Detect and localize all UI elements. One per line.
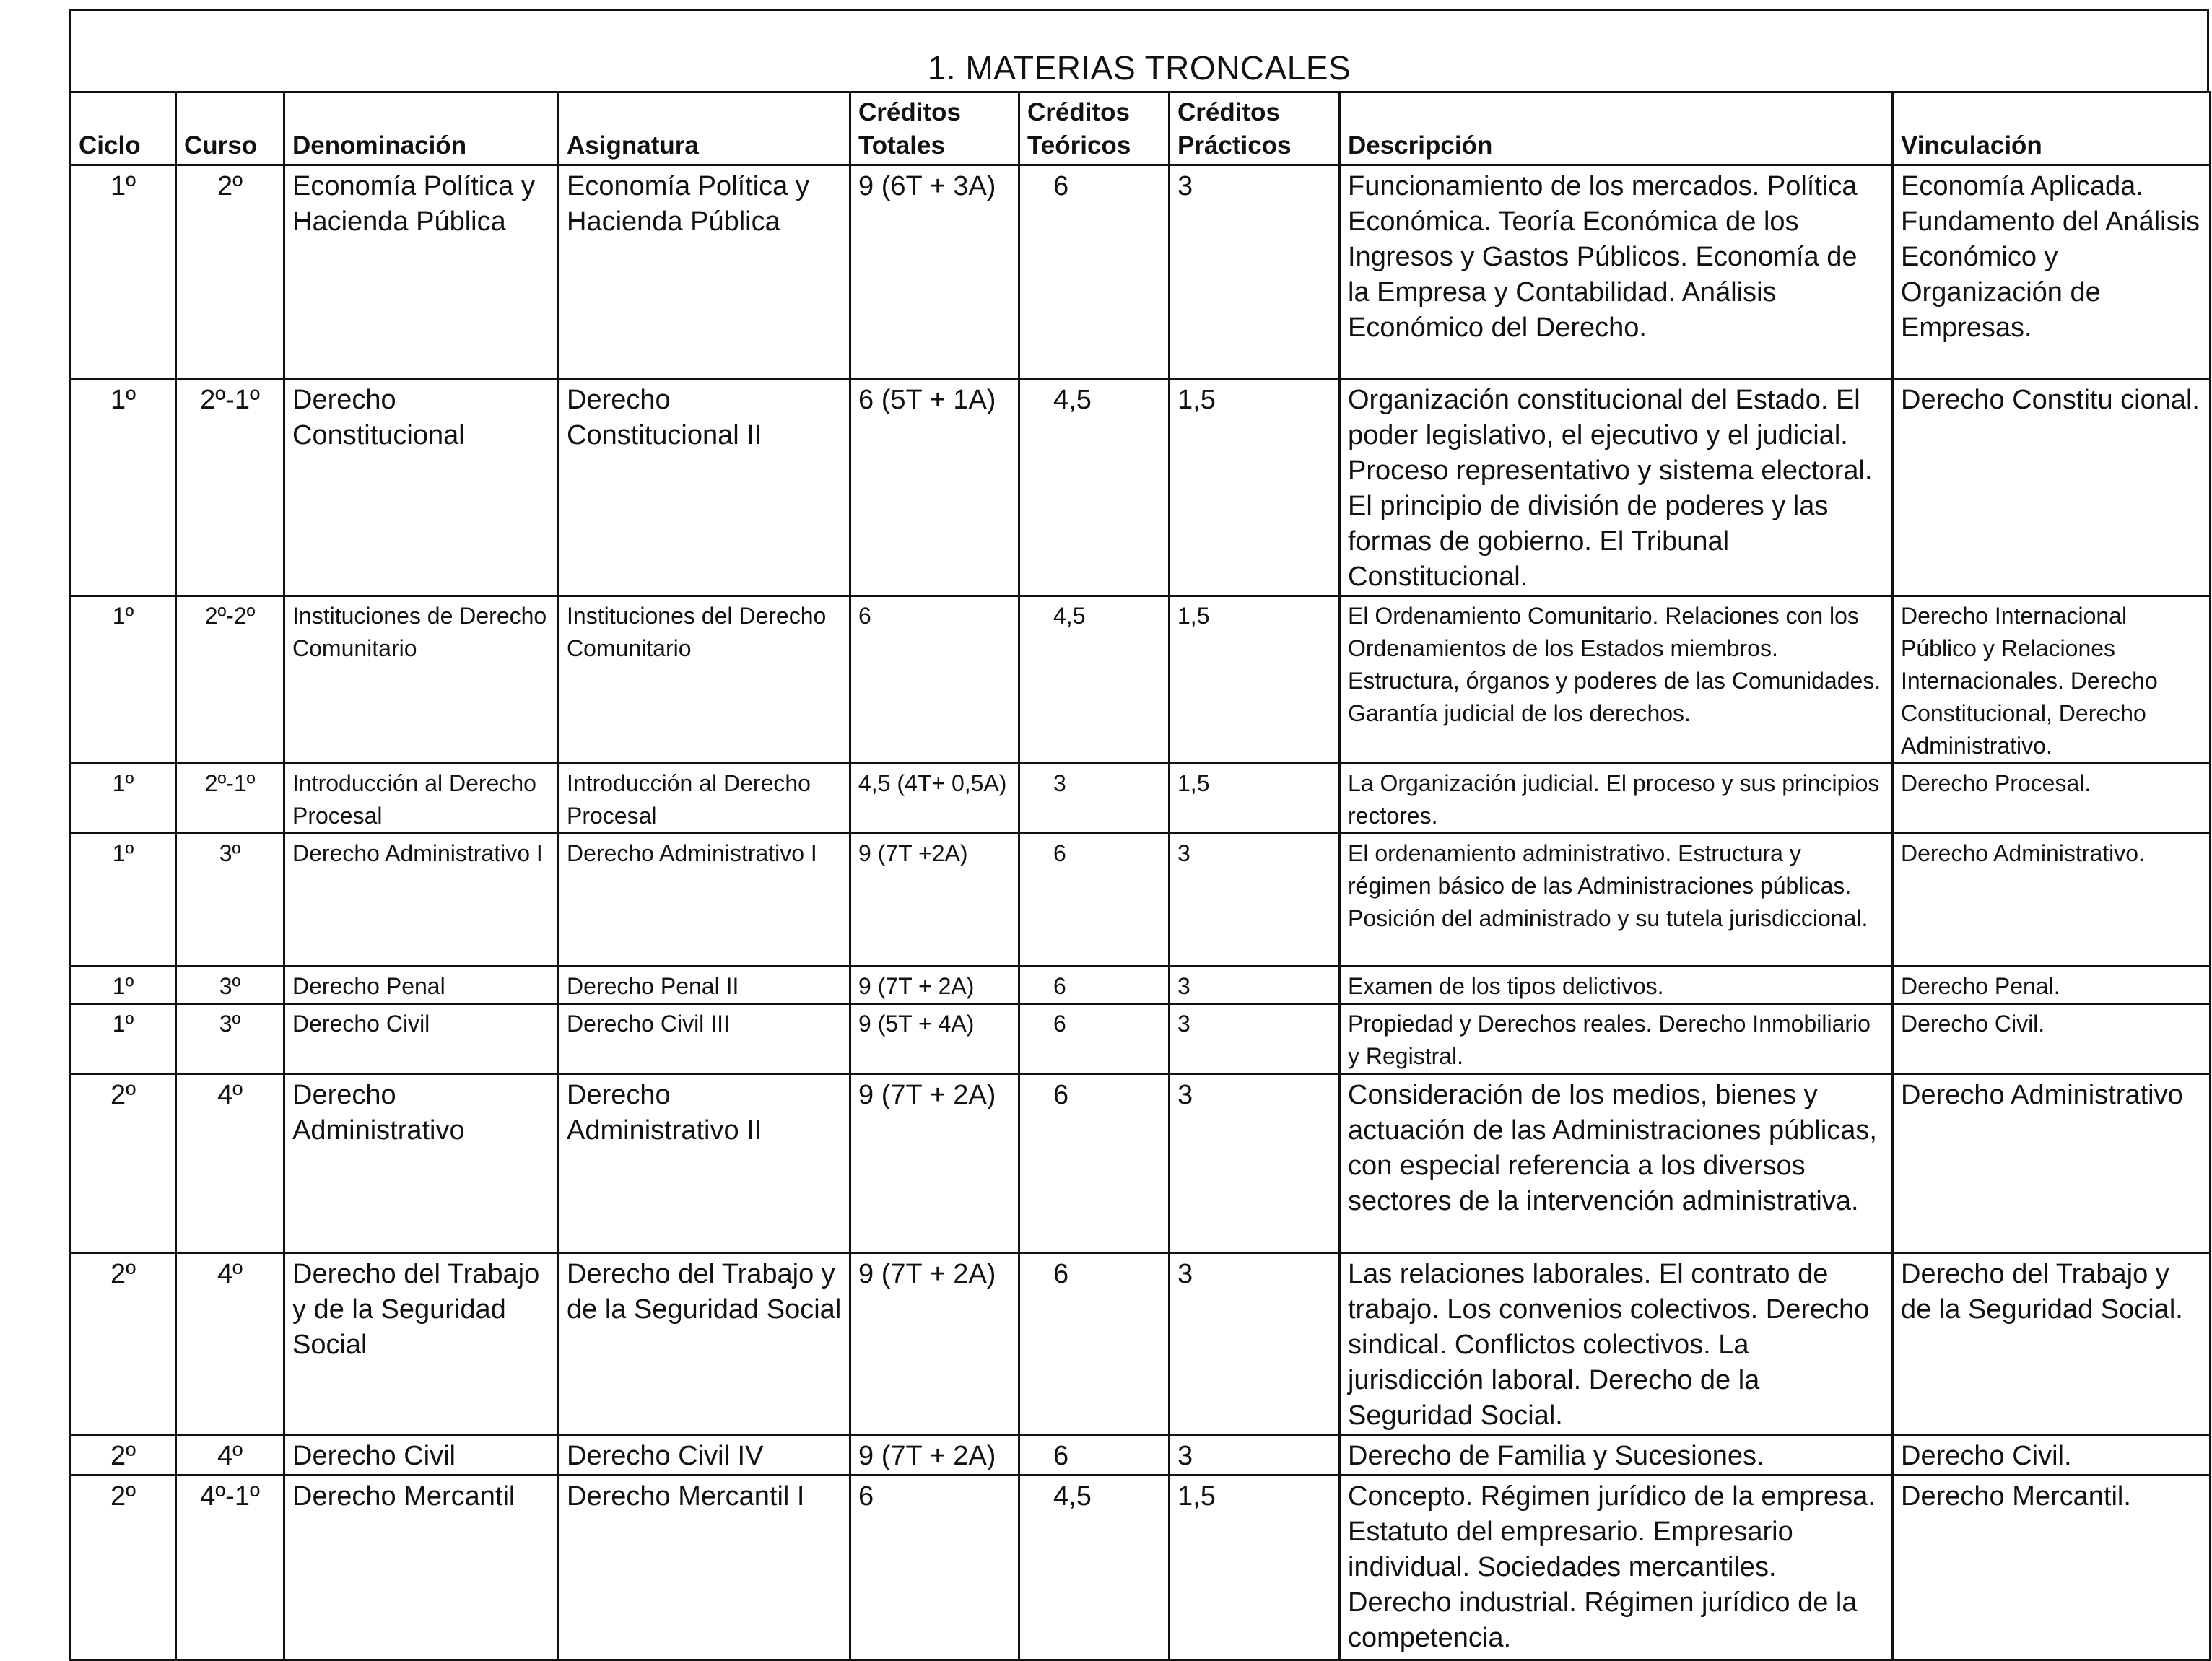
- cell-denominacion: Derecho Civil: [284, 1004, 559, 1074]
- cell-creditos-teoricos: 6: [1019, 1004, 1170, 1074]
- header-ciclo: Ciclo: [71, 92, 176, 165]
- cell-denominacion: Introducción al Derecho Procesal: [284, 764, 559, 834]
- cell-denominacion: Derecho Mercantil: [284, 1475, 559, 1660]
- cell-asignatura: Derecho Administrativo II: [559, 1074, 850, 1253]
- cell-vinculacion: Economía Aplicada. Fundamento del Análisis Económico y Organización de Empresas.: [1893, 165, 2211, 379]
- cell-descripcion: La Organización judicial. El proceso y sus principios rectores.: [1340, 764, 1893, 834]
- cell-ciclo: 2º: [71, 1074, 176, 1253]
- cell-creditos-practicos: 3: [1170, 165, 1340, 379]
- cell-curso: 2º: [176, 165, 284, 379]
- cell-creditos-totales: 6 (5T + 1A): [850, 379, 1019, 596]
- cell-descripcion: Derecho de Familia y Sucesiones.: [1340, 1435, 1893, 1475]
- cell-vinculacion: Derecho Administrativo.: [1893, 834, 2211, 967]
- header-creditos-totales-line1: Créditos: [858, 98, 961, 126]
- cell-creditos-teoricos: 6: [1019, 1435, 1170, 1475]
- cell-curso: 2º-1º: [176, 764, 284, 834]
- cell-ciclo: 2º: [71, 1475, 176, 1660]
- table-row: [71, 764, 2211, 834]
- cell-vinculacion: Derecho Mercantil.: [1893, 1475, 2211, 1660]
- cell-asignatura: Introducción al Derecho Procesal: [559, 764, 850, 834]
- cell-creditos-totales: 9 (7T + 2A): [850, 1435, 1019, 1475]
- cell-vinculacion: Derecho Procesal.: [1893, 764, 2211, 834]
- header-creditos-totales: [850, 92, 1019, 165]
- cell-curso: 4º: [176, 1074, 284, 1253]
- cell-descripcion: Las relaciones laborales. El contrato de trabajo. Los convenios colectivos. Derecho sindical. Conflictos colectivos. La jurisdicción laboral. Derecho de la Seguridad Social.: [1340, 1253, 1893, 1435]
- materias-troncales-sheet: [69, 9, 2209, 1653]
- cell-creditos-teoricos: 6: [1019, 1253, 1170, 1435]
- cell-denominacion: Derecho Administrativo I: [284, 834, 559, 967]
- cell-denominacion: Derecho Administrativo: [284, 1074, 559, 1253]
- cell-asignatura: Derecho Mercantil I: [559, 1475, 850, 1660]
- cell-asignatura: Derecho Constitucional II: [559, 379, 850, 596]
- cell-asignatura: Derecho Civil IV: [559, 1435, 850, 1475]
- cell-descripcion: Examen de los tipos delictivos.: [1340, 967, 1893, 1004]
- cell-curso: 3º: [176, 834, 284, 967]
- cell-asignatura: Derecho Penal II: [559, 967, 850, 1004]
- header-row: [71, 92, 2211, 165]
- cell-creditos-totales: 6: [850, 1475, 1019, 1660]
- cell-creditos-totales: 9 (7T + 2A): [850, 967, 1019, 1004]
- cell-creditos-practicos: 1,5: [1170, 1475, 1340, 1660]
- table-row: [71, 967, 2211, 1004]
- cell-descripcion: Organización constitucional del Estado. El poder legislativo, el ejecutivo y el judicial. Proceso representativo y sistema electoral. El principio de división de poderes y las formas de gobierno. El Tribunal Constitucional.: [1340, 379, 1893, 596]
- cell-denominacion: Derecho del Trabajo y de la Seguridad Social: [284, 1253, 559, 1435]
- cell-descripcion: Funcionamiento de los mercados. Política Económica. Teoría Económica de los Ingresos y Gastos Públicos. Economía de la Empresa y Contabilidad. Análisis Económico del Derecho.: [1340, 165, 1893, 379]
- header-creditos-totales-line2: Totales: [858, 131, 945, 160]
- cell-descripcion: Propiedad y Derechos reales. Derecho Inmobiliario y Registral.: [1340, 1004, 1893, 1074]
- cell-vinculacion: Derecho Civil.: [1893, 1004, 2211, 1074]
- cell-ciclo: 1º: [71, 1004, 176, 1074]
- title-box: [69, 9, 2209, 91]
- header-creditos-practicos-line1: Créditos: [1177, 98, 1280, 126]
- cell-ciclo: 1º: [71, 764, 176, 834]
- table-row: [71, 1074, 2211, 1253]
- cell-creditos-practicos: 3: [1170, 967, 1340, 1004]
- table-row: [71, 1253, 2211, 1435]
- cell-creditos-practicos: 1,5: [1170, 596, 1340, 764]
- cell-vinculacion: Derecho Penal.: [1893, 967, 2211, 1004]
- cell-ciclo: 1º: [71, 967, 176, 1004]
- table-row: [71, 834, 2211, 967]
- cell-descripcion: El Ordenamiento Comunitario. Relaciones con los Ordenamientos de los Estados miembros. Estructura, órganos y poderes de las Comunidades. Garantía judicial de los derechos.: [1340, 596, 1893, 764]
- header-creditos-practicos-line2: Prácticos: [1177, 131, 1292, 160]
- cell-denominacion: Derecho Penal: [284, 967, 559, 1004]
- cell-vinculacion: Derecho Internacional Público y Relaciones Internacionales. Derecho Constitucional, Derecho Administrativo.: [1893, 596, 2211, 764]
- table-row: [71, 1435, 2211, 1475]
- cell-ciclo: 1º: [71, 379, 176, 596]
- cell-vinculacion: Derecho Constitu cional.: [1893, 379, 2211, 596]
- cell-asignatura: Derecho del Trabajo y de la Seguridad Social: [559, 1253, 850, 1435]
- cell-creditos-totales: 9 (7T +2A): [850, 834, 1019, 967]
- cell-creditos-practicos: 3: [1170, 1074, 1340, 1253]
- cell-curso: 4º: [176, 1435, 284, 1475]
- cell-ciclo: 1º: [71, 596, 176, 764]
- cell-creditos-practicos: 1,5: [1170, 764, 1340, 834]
- cell-creditos-teoricos: 4,5: [1019, 1475, 1170, 1660]
- table-row: [71, 1004, 2211, 1074]
- table-row: [71, 165, 2211, 379]
- table-header: [71, 92, 2211, 165]
- cell-curso: 3º: [176, 1004, 284, 1074]
- table-row: [71, 1475, 2211, 1660]
- header-creditos-practicos: [1170, 92, 1340, 165]
- cell-creditos-teoricos: 6: [1019, 165, 1170, 379]
- cell-creditos-practicos: 3: [1170, 1435, 1340, 1475]
- cell-creditos-teoricos: 6: [1019, 967, 1170, 1004]
- cell-creditos-totales: 9 (5T + 4A): [850, 1004, 1019, 1074]
- cell-creditos-practicos: 3: [1170, 1004, 1340, 1074]
- cell-creditos-practicos: 3: [1170, 834, 1340, 967]
- cell-creditos-teoricos: 6: [1019, 1074, 1170, 1253]
- cell-denominacion: Derecho Civil: [284, 1435, 559, 1475]
- subjects-table: [69, 91, 2211, 1661]
- cell-creditos-totales: 9 (7T + 2A): [850, 1253, 1019, 1435]
- cell-vinculacion: Derecho Administrativo: [1893, 1074, 2211, 1253]
- header-creditos-teoricos-line1: Créditos: [1027, 98, 1130, 126]
- cell-creditos-practicos: 3: [1170, 1253, 1340, 1435]
- header-denominacion: Denominación: [284, 92, 559, 165]
- cell-denominacion: Economía Política y Hacienda Pública: [284, 165, 559, 379]
- cell-creditos-totales: 9 (7T + 2A): [850, 1074, 1019, 1253]
- cell-creditos-teoricos: 6: [1019, 834, 1170, 967]
- cell-creditos-teoricos: 3: [1019, 764, 1170, 834]
- cell-curso: 3º: [176, 967, 284, 1004]
- table-row: [71, 596, 2211, 764]
- cell-vinculacion: Derecho del Trabajo y de la Seguridad Social.: [1893, 1253, 2211, 1435]
- header-vinculacion: Vinculación: [1893, 92, 2211, 165]
- header-asignatura: Asignatura: [559, 92, 850, 165]
- cell-denominacion: Derecho Constitucional: [284, 379, 559, 596]
- header-creditos-teoricos-line2: Teóricos: [1027, 131, 1131, 160]
- cell-creditos-teoricos: 4,5: [1019, 596, 1170, 764]
- cell-ciclo: 1º: [71, 165, 176, 379]
- header-creditos-teoricos: [1019, 92, 1170, 165]
- cell-creditos-totales: 9 (6T + 3A): [850, 165, 1019, 379]
- cell-curso: 2º-2º: [176, 596, 284, 764]
- cell-ciclo: 2º: [71, 1435, 176, 1475]
- cell-ciclo: 1º: [71, 834, 176, 967]
- page-title: 1. MATERIAS TRONCALES: [927, 49, 1351, 87]
- cell-asignatura: Instituciones del Derecho Comunitario: [559, 596, 850, 764]
- header-curso: Curso: [176, 92, 284, 165]
- cell-ciclo: 2º: [71, 1253, 176, 1435]
- cell-creditos-practicos: 1,5: [1170, 379, 1340, 596]
- cell-descripcion: Concepto. Régimen jurídico de la empresa. Estatuto del empresario. Empresario individual. Sociedades mercantiles. Derecho industrial. Régimen jurídico de la competencia.: [1340, 1475, 1893, 1660]
- cell-asignatura: Derecho Civil III: [559, 1004, 850, 1074]
- cell-asignatura: Economía Política y Hacienda Pública: [559, 165, 850, 379]
- cell-vinculacion: Derecho Civil.: [1893, 1435, 2211, 1475]
- cell-descripcion: El ordenamiento administrativo. Estructura y régimen básico de las Administraciones públicas. Posición del administrado y su tutela jurisdiccional.: [1340, 834, 1893, 967]
- cell-denominacion: Instituciones de Derecho Comunitario: [284, 596, 559, 764]
- cell-descripcion: Consideración de los medios, bienes y actuación de las Administraciones públicas, con especial referencia a los diversos sectores de la intervención administrativa.: [1340, 1074, 1893, 1253]
- cell-curso: 4º: [176, 1253, 284, 1435]
- cell-curso: 2º-1º: [176, 379, 284, 596]
- cell-asignatura: Derecho Administrativo I: [559, 834, 850, 967]
- cell-creditos-totales: 4,5 (4T+ 0,5A): [850, 764, 1019, 834]
- cell-creditos-teoricos: 4,5: [1019, 379, 1170, 596]
- cell-creditos-totales: 6: [850, 596, 1019, 764]
- table-row: [71, 379, 2211, 596]
- cell-curso: 4º-1º: [176, 1475, 284, 1660]
- table-body: [71, 165, 2211, 1660]
- header-descripcion: Descripción: [1340, 92, 1893, 165]
